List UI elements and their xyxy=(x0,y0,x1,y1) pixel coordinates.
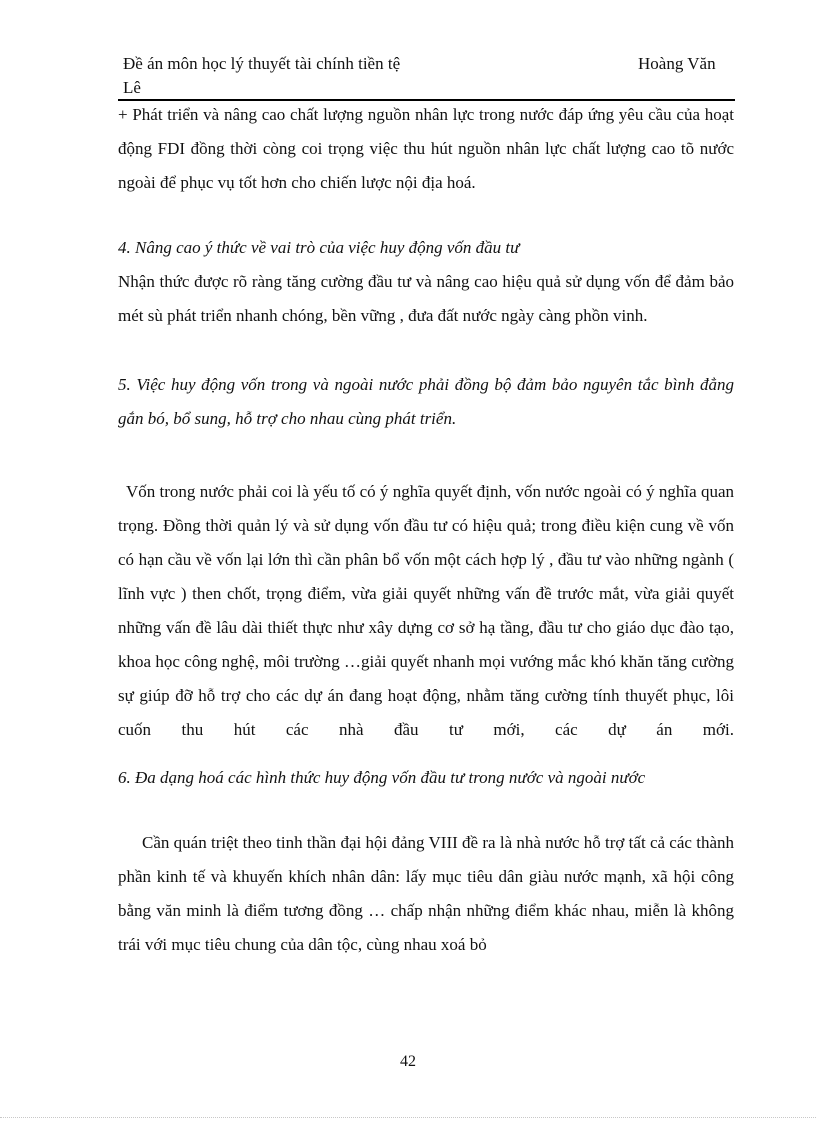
page-number: 42 xyxy=(400,1053,416,1070)
section-heading-4: 4. Nâng cao ý thức về vai trò của việc huy động vốn đầu tư xyxy=(118,238,520,257)
paragraph-domestic-capital: Vốn trong nước phải coi là yếu tố có ý nghĩa quyết định, vốn nước ngoài có ý nghĩa quan trọng. Đồng thời quản lý và sử dụng vốn đầu tư có hiệu quả; trong điều kiện cung về vốn có hạn cầu về vốn lại lớn thì cần phân bổ vốn một cách hợp lý , đầu tư vào những ngành ( lĩnh vực ) then chốt, trọng điểm, vừa giải quyết những vấn đề trước mắt, vừa giải quyết những vấn đề lâu dài thiết thực như xây dựng cơ sở hạ tầng, đầu tư cho giáo dục đào tạo, khoa học công nghệ, môi trường …giải quyết nhanh mọi vướng mắc khó khăn tăng cường sự giúp đỡ hỗ trợ cho các dự án đang hoạt động, nhằm tăng cường tính thuyết phục, lôi cuốn thu hút các nhà đầu tư mới, các dự án mới. xyxy=(118,482,734,739)
running-header-title xyxy=(123,52,400,100)
section-heading-6: 6. Đa dạng hoá các hình thức huy động vốn đầu tư trong nước và ngoài nước xyxy=(118,768,646,787)
header-author: Hoàng Văn xyxy=(638,54,716,73)
header-title-line1: Đề án môn học lý thuyết tài chính tiền tệ xyxy=(123,54,401,73)
paragraph-awareness: Nhận thức được rõ ràng tăng cường đầu tư và nâng cao hiệu quả sử dụng vốn để đảm bảo mét sù phát triển nhanh chóng, bền vững , đưa đất nước ngày càng phồn vinh. xyxy=(118,272,734,325)
paragraph-party-congress: Cần quán triệt theo tinh thần đại hội đảng VIII đề ra là nhà nước hỗ trợ tất cả các thành phần kinh tế và khuyến khích nhân dân: lấy mục tiêu dân giàu nước mạnh, xã hội công bằng văn minh là điểm tương đồng … chấp nhận những điểm khác nhau, miễn là không trái với mục tiêu chung của dân tộc, cùng nhau xoá bỏ xyxy=(118,833,734,954)
header-title-line2: Lê xyxy=(123,78,141,97)
page-bottom-divider xyxy=(0,1117,816,1118)
page-body xyxy=(118,98,734,962)
paragraph-human-resources: + Phát triển và nâng cao chất lượng nguồn nhân lực trong nước đáp ứng yêu cầu của hoạt động FDI đồng thời còng coi trọng việc thu hút nguồn nhân lực chất lượng cao tõ nước ngoài để phục vụ tốt hơn cho chiến lược nội địa hoá. xyxy=(118,105,734,192)
section-heading-5: 5. Việc huy động vốn trong và ngoài nước phải đồng bộ đảm bảo nguyên tắc bình đẳng gắn bó, bổ sung, hỗ trợ cho nhau cùng phát triển. xyxy=(118,375,734,428)
